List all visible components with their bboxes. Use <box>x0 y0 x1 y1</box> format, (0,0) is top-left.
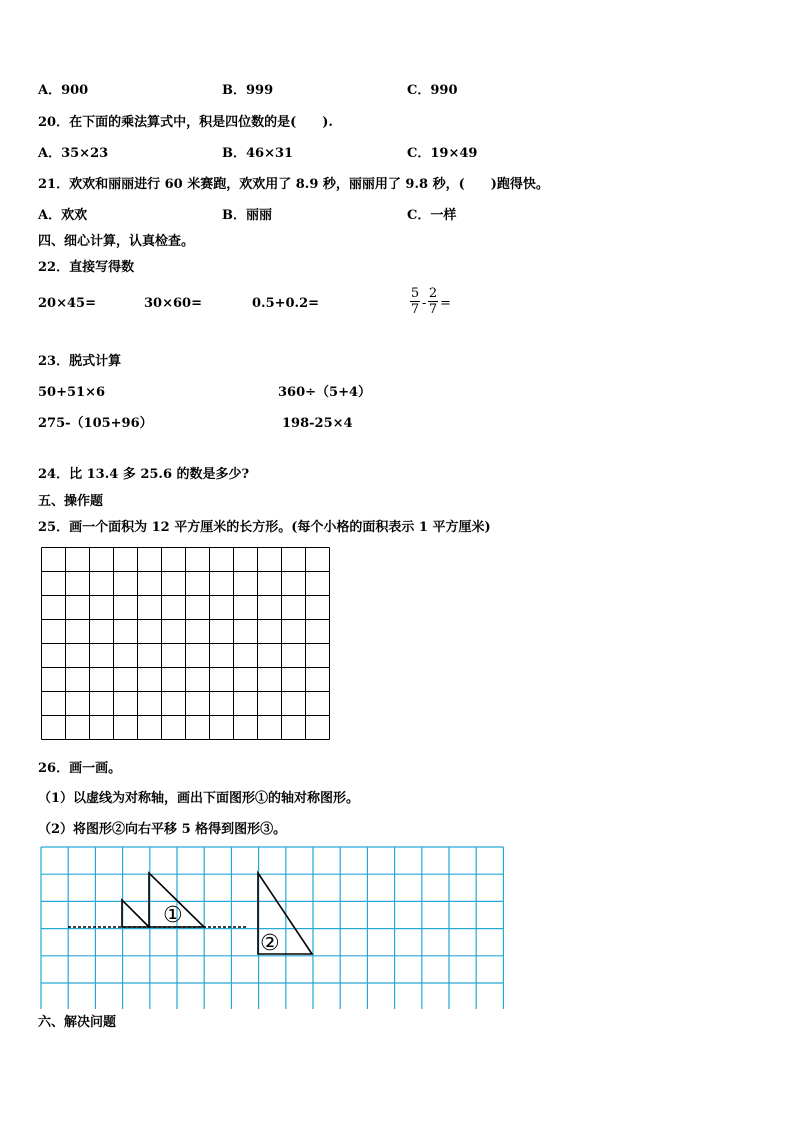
question-21: 21．欢欢和丽丽进行 60 米赛跑，欢欢用了 8.9 秒，丽丽用了 9.8 秒，( )跑得快。 <box>38 177 549 192</box>
section-6-heading: 六、解决问题 <box>38 1015 117 1030</box>
option-c: C．19×49 <box>407 146 478 161</box>
calc-item: 198-25×4 <box>282 416 353 431</box>
grid-lines <box>41 847 503 1009</box>
option-b: B．999 <box>222 83 274 98</box>
option-c: C．990 <box>407 83 458 98</box>
question-26-part-1: （1）以虚线为对称轴，画出下面图形①的轴对称图形。 <box>38 791 360 806</box>
question-23-title: 23．脱式计算 <box>38 354 122 369</box>
calc-item: 30×60= <box>144 296 202 311</box>
fraction-numerator: 5 <box>410 286 420 301</box>
question-25: 25．画一个面积为 12 平方厘米的长方形。(每个小格的面积表示 1 平方厘米) <box>38 520 491 535</box>
fraction-2-7 <box>428 287 438 316</box>
shape-2-label: ② <box>260 931 280 956</box>
option-b: B．46×31 <box>222 146 294 161</box>
question-26-part-2: （2）将图形②向右平移 5 格得到图形③。 <box>38 822 287 837</box>
fraction-numerator: 2 <box>428 286 438 301</box>
question-24: 24．比 13.4 多 25.6 的数是多少? <box>38 467 250 482</box>
option-b: B．丽丽 <box>222 208 272 223</box>
question-26-title: 26．画一画。 <box>38 761 122 776</box>
question-20: 20．在下面的乘法算式中，积是四位数的是( ). <box>38 115 333 130</box>
shape-1-small-triangle <box>122 900 149 927</box>
section-5-heading: 五、操作题 <box>38 494 104 509</box>
option-c: C．一样 <box>407 208 457 223</box>
calc-item: 275-（105+96） <box>38 416 153 431</box>
section-4-heading: 四、细心计算，认真检查。 <box>38 234 195 249</box>
square-grid[interactable] <box>41 547 330 746</box>
calc-item: 360÷（5+4） <box>278 385 372 400</box>
option-a: A．欢欢 <box>38 208 88 223</box>
minus-sign: - <box>422 296 427 311</box>
fraction-5-7 <box>410 287 420 316</box>
fraction-denominator: 7 <box>428 302 438 317</box>
calc-item: 0.5+0.2= <box>252 296 320 311</box>
option-a: A．900 <box>38 83 89 98</box>
question-22-title: 22．直接写得数 <box>38 260 135 275</box>
calc-item: 50+51×6 <box>38 385 106 400</box>
equals-sign: = <box>440 296 451 311</box>
option-a: A．35×23 <box>38 146 109 161</box>
calc-item: 20×45= <box>38 296 96 311</box>
drawing-grid[interactable] <box>40 846 506 1009</box>
shape-1-label: ① <box>163 903 183 928</box>
fraction-denominator: 7 <box>410 302 420 317</box>
